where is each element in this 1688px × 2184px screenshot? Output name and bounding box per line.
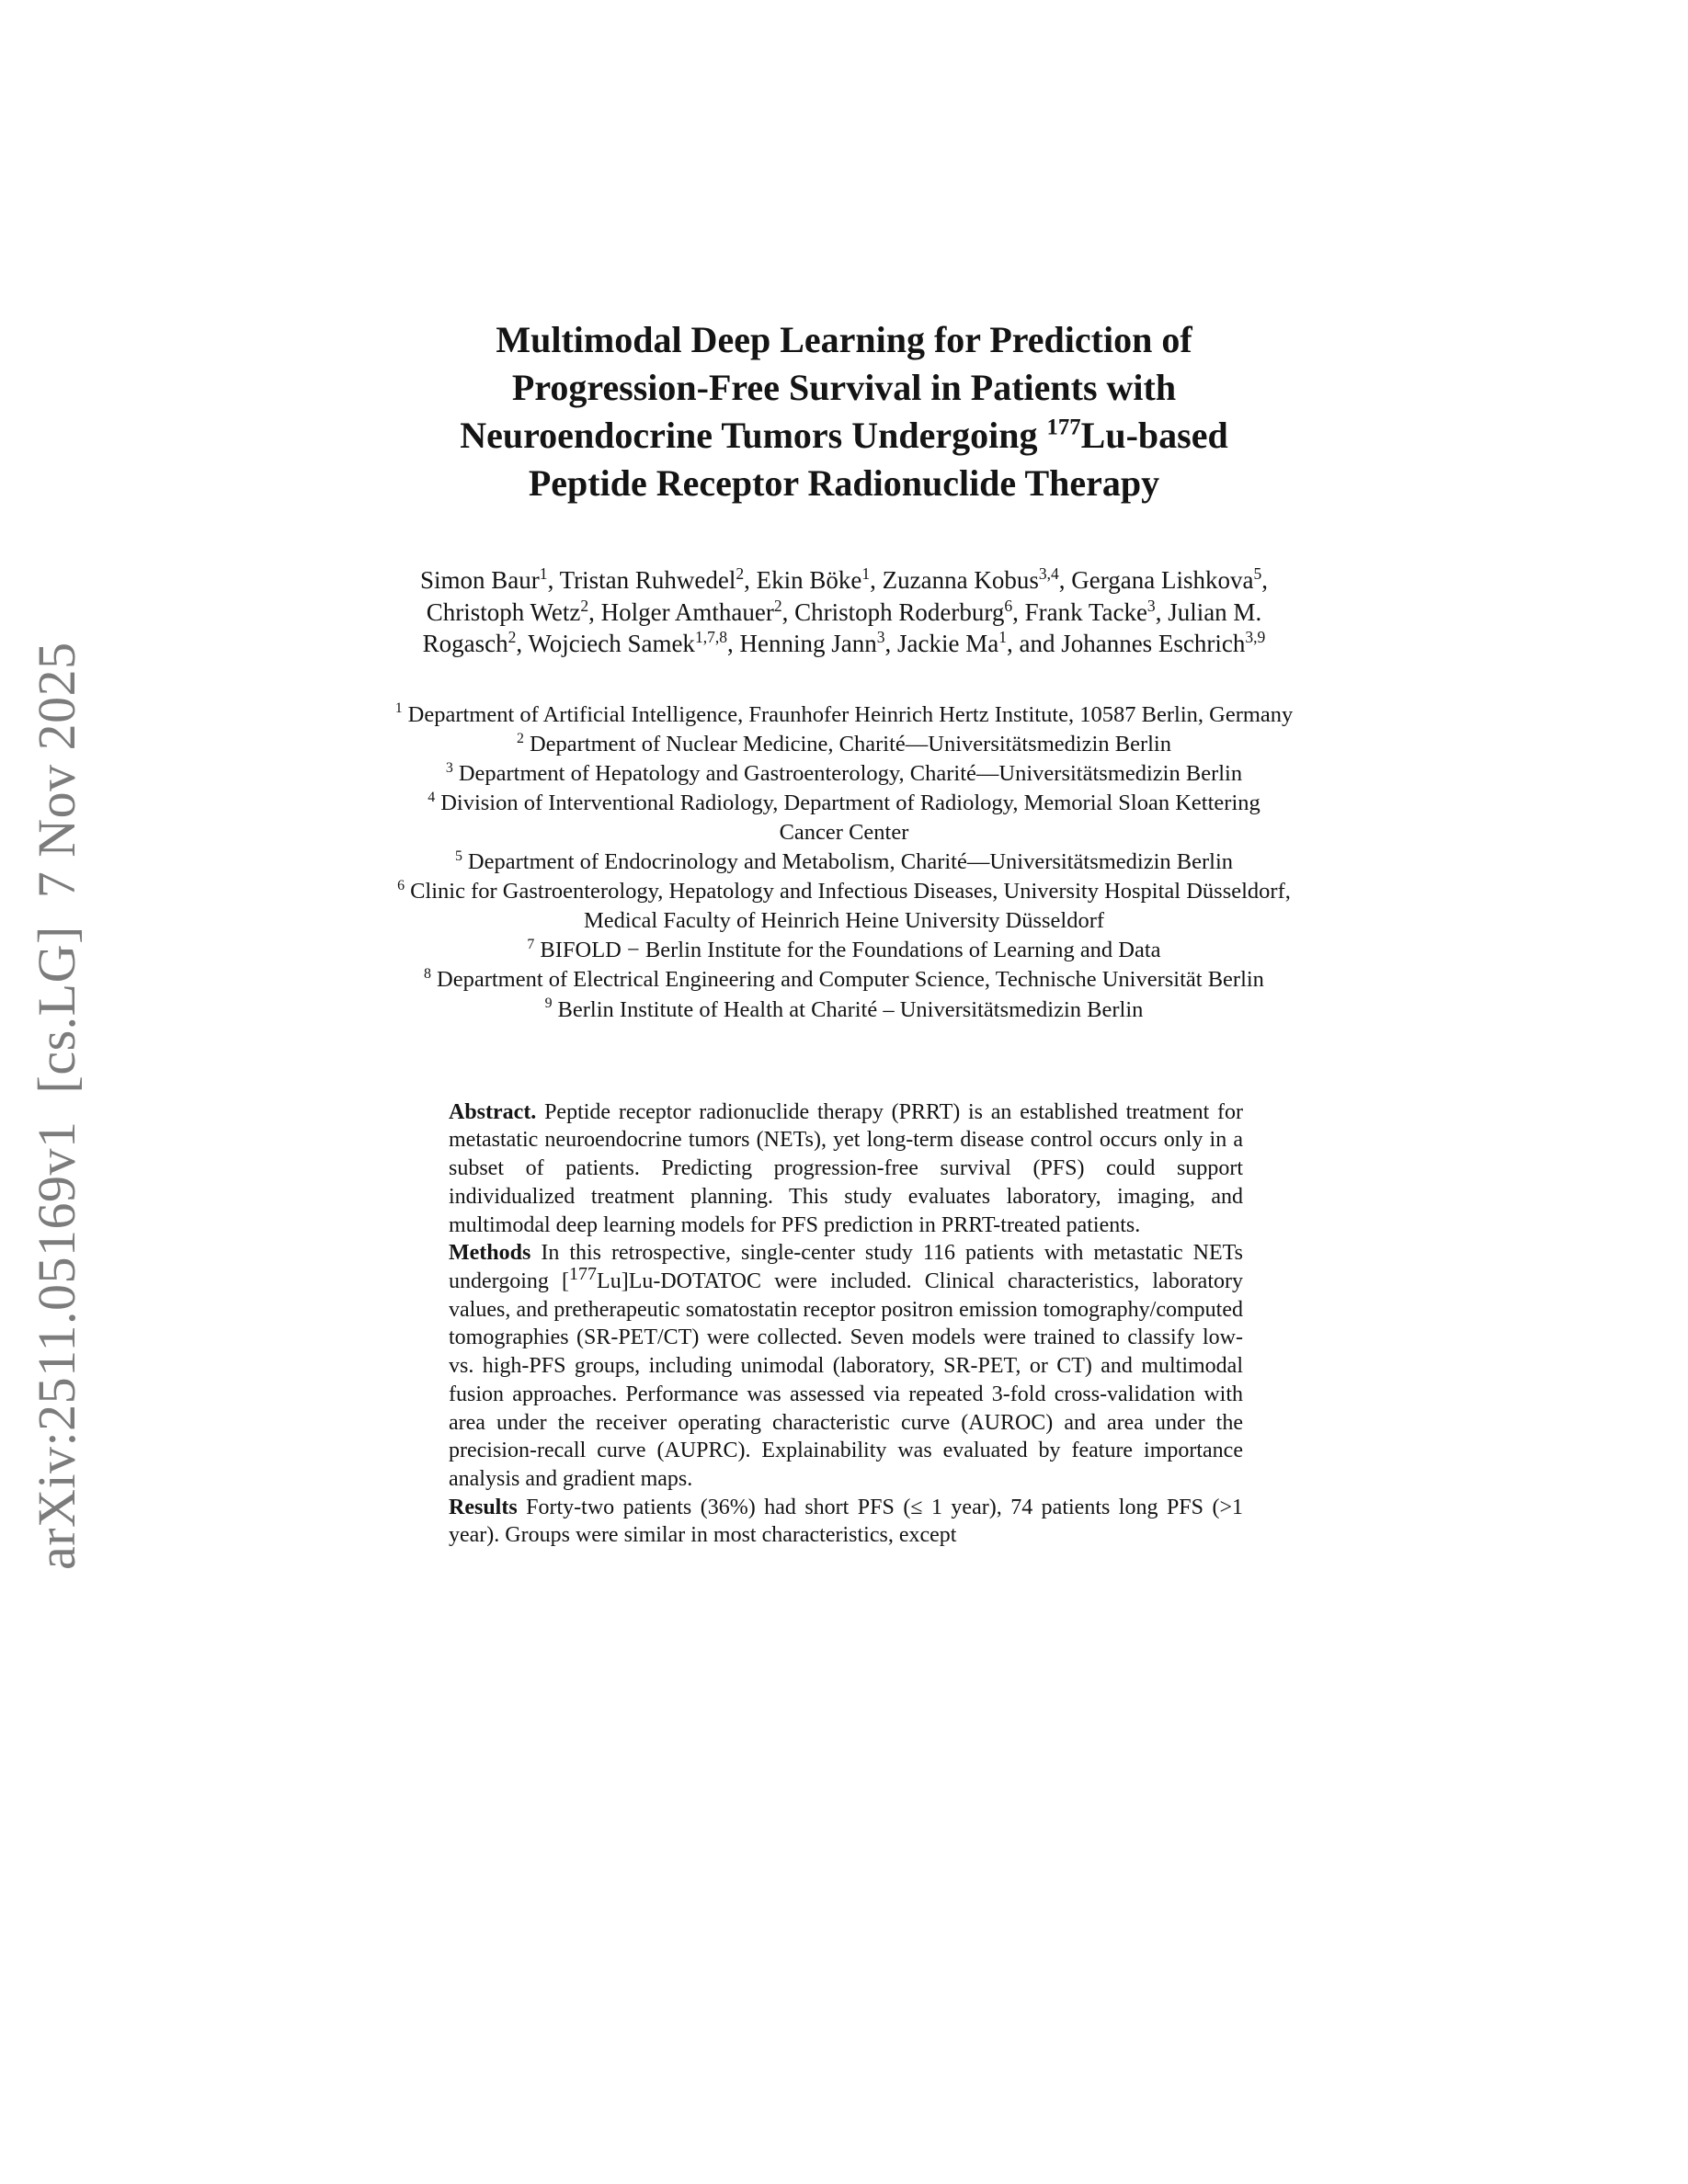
affiliation-text: Department of Endocrinology and Metabolism, Charité—Universitätsmedizin Berlin (467, 849, 1234, 875)
affiliation-text: Department of Electrical Engineering and Computer Science, Technische Universität Berlin (437, 967, 1264, 993)
affiliation-item (394, 965, 1294, 995)
affiliation-list (368, 700, 1320, 1025)
affiliation-number: 7 (527, 937, 535, 953)
affiliation-item (394, 789, 1294, 847)
affiliation-number: 3 (445, 759, 453, 776)
affiliation-number: 6 (397, 878, 405, 894)
affiliation-number: 4 (428, 789, 436, 805)
affiliation-item (394, 847, 1294, 877)
arxiv-watermark: arXiv:2511.05169v1 [cs.LG] 7 Nov 2025 (27, 642, 86, 1570)
affiliation-text: Department of Artificial Intelligence, Fraunhofer Heinrich Hertz Institute, 10587 Berlin, Germany (407, 701, 1294, 727)
abstract-paragraph: Results Forty-two patients (36%) had short PFS (≤ 1 year), 74 patients long PFS (>1 year). Groups were similar in most characteristics, except (449, 1495, 1243, 1548)
affiliation-text: Clinic for Gastroenterology, Hepatology and Infectious Diseases, University Hospital Düsseldorf, Medical Faculty of Heinrich Heine University Düsseldorf (410, 879, 1291, 934)
affiliation-text: Department of Hepatology and Gastroenterology, Charité—Universitätsmedizin Berlin (458, 760, 1243, 786)
paper-title: Multimodal Deep Learning for Prediction of Progression-Free Survival in Patients with Neuroendocrine Tumors Undergoing $^{177}$Lu-based Peptide Receptor Radionuclide Therapy (460, 319, 1228, 504)
affiliation-item (394, 759, 1294, 789)
abstract-section (449, 1098, 1243, 1551)
affiliation-item (394, 877, 1294, 936)
affiliation-text: Berlin Institute of Health at Charité – Universitätsmedizin Berlin (557, 996, 1144, 1022)
abstract-paragraph: Abstract. Peptide receptor radionuclide therapy (PRRT) is an established treatment for metastatic neuroendocrine tumors (NETs), yet long-term disease control occurs only in a subset of patients. Predicting progression-free survival (PFS) could support individualized treatment planning. This study evaluates laboratory, imaging, and multimodal deep learning models for PFS prediction in PRRT-treated patients. (449, 1099, 1243, 1237)
affiliation-number: 2 (517, 730, 524, 746)
paper-content (368, 316, 1320, 1550)
affiliation-number: 8 (424, 966, 431, 983)
affiliation-number: 9 (544, 995, 553, 1012)
affiliation-text: Department of Nuclear Medicine, Charité—Universitätsmedizin Berlin (529, 731, 1171, 756)
affiliation-text: BIFOLD − Berlin Institute for the Foundations of Learning and Data (540, 938, 1161, 963)
affiliation-number: 1 (394, 700, 403, 717)
abstract-paragraph: Methods In this retrospective, single-center study 116 patients with metastatic NETs undergoing [$^{177}$Lu]Lu-DOTATOC were included. Clinical characteristics, laboratory values, and pretherapeutic somatostatin receptor positron emission tomography/computed tomographies (SR-PET/CT) were collected. Seven models were trained to classify low- vs. high-PFS groups, including unimodal (laboratory, SR-PET, or CT) and multimodal fusion approaches. Performance was assessed via repeated 3-fold cross-validation with area under the receiver operating characteristic curve (AUROC) and area under the precision-recall curve (AUPRC). Explainability was evaluated by feature importance analysis and gradient maps. (449, 1241, 1243, 1492)
affiliation-item (394, 700, 1294, 730)
affiliation-text: Division of Interventional Radiology, Department of Radiology, Memorial Sloan Kettering Cancer Center (440, 790, 1260, 846)
affiliation-item (394, 730, 1294, 759)
affiliation-item (394, 936, 1294, 965)
author-list: Simon Baur$^1$, Tristan Ruhwedel$^2$, Ekin Böke$^1$, Zuzanna Kobus$^{3,4}$, Gergana Lishkova$^5$, Christoph Wetz$^2$, Holger Amthauer$^2$, Christoph Roderburg$^6$, Frank Tacke$^3$, Julian M. Rogasch$^2$, Wojciech Samek$^{1,7,8}$, Henning Jann$^3$, Jackie Ma$^1$, and Johannes Eschrich$^{3,9}$ (420, 564, 1268, 658)
affiliation-number: 5 (454, 847, 462, 864)
affiliation-item (394, 995, 1294, 1025)
